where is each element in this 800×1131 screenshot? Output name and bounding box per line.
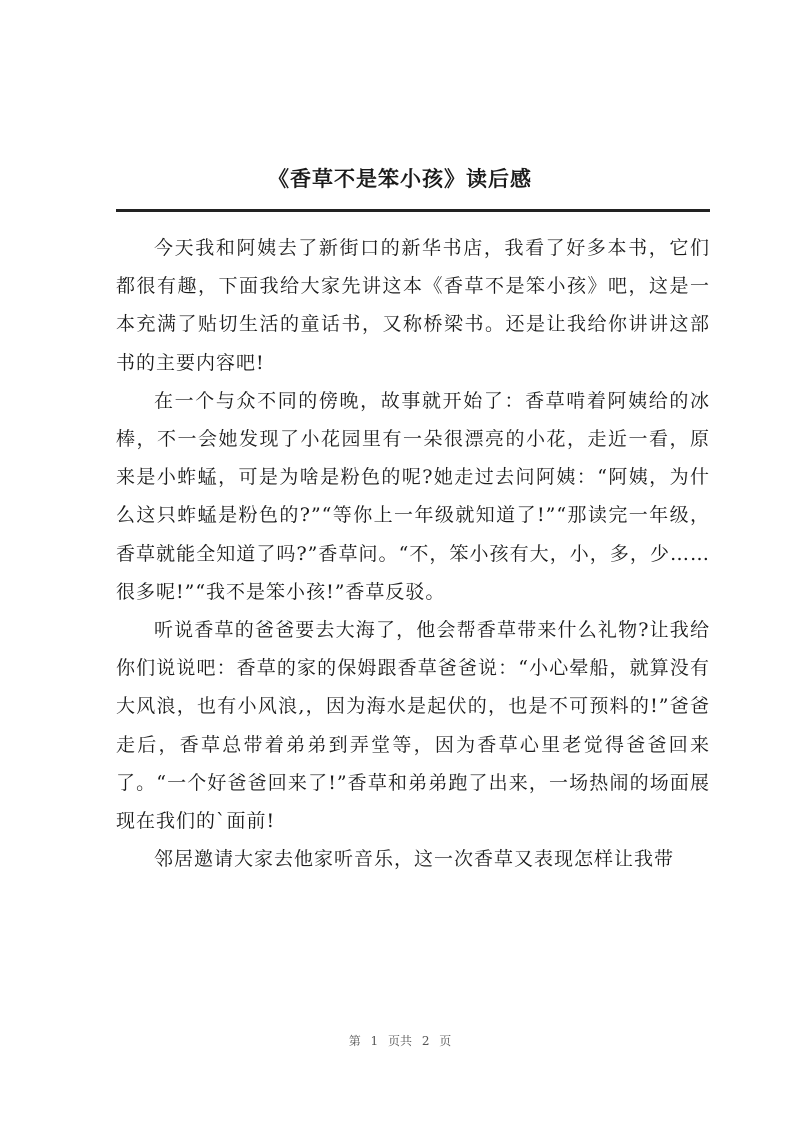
document-title: 《香草不是笨小孩》读后感 (268, 166, 532, 191)
paragraph-3: 听说香草的爸爸要去大海了，他会帮香草带来什么礼物?让我给你们说说吧：香草的家的保姆跟香草爸爸说：“小心晕船，就算没有大风浪，也有小风浪,，因为海水是起伏的，也是不可预料的!”爸爸走后，香草总带着弟弟到弄堂等，因为香草心里老觉得爸爸回来了。“一个好爸爸回来了!”香草和弟弟跑了出来，一场热闹的场面展现在我们的`面前! (116, 619, 710, 833)
paragraph-2: 在一个与众不同的傍晚，故事就开始了：香草啃着阿姨给的冰棒，不一会她发现了小花园里有一朵很漂亮的小花，走近一看，原来是小蚱蜢，可是为啥是粉色的呢?她走过去问阿姨：“阿姨，为什么这只蚱蜢是粉色的?”“等你上一年级就知道了!”“那读完一年级，香草就能全知道了吗?”香草问。“不，笨小孩有大，小，多，少……很多呢!”“我不是笨小孩!”香草反驳。 (116, 389, 710, 603)
paragraph-1: 今天我和阿姨去了新街口的新华书店，我看了好多本书，它们都很有趣，下面我给大家先讲这本《香草不是笨小孩》吧，这是一本充满了贴切生活的童话书，又称桥梁书。还是让我给你讲讲这部书的主要内容吧! (116, 237, 710, 374)
page-footer: 第 1 页共 2 页 (348, 1034, 452, 1048)
title-divider (116, 209, 710, 212)
paragraph-4: 邻居邀请大家去他家听音乐，这一次香草又表现怎样让我带 (154, 848, 675, 871)
document-body (116, 229, 710, 878)
